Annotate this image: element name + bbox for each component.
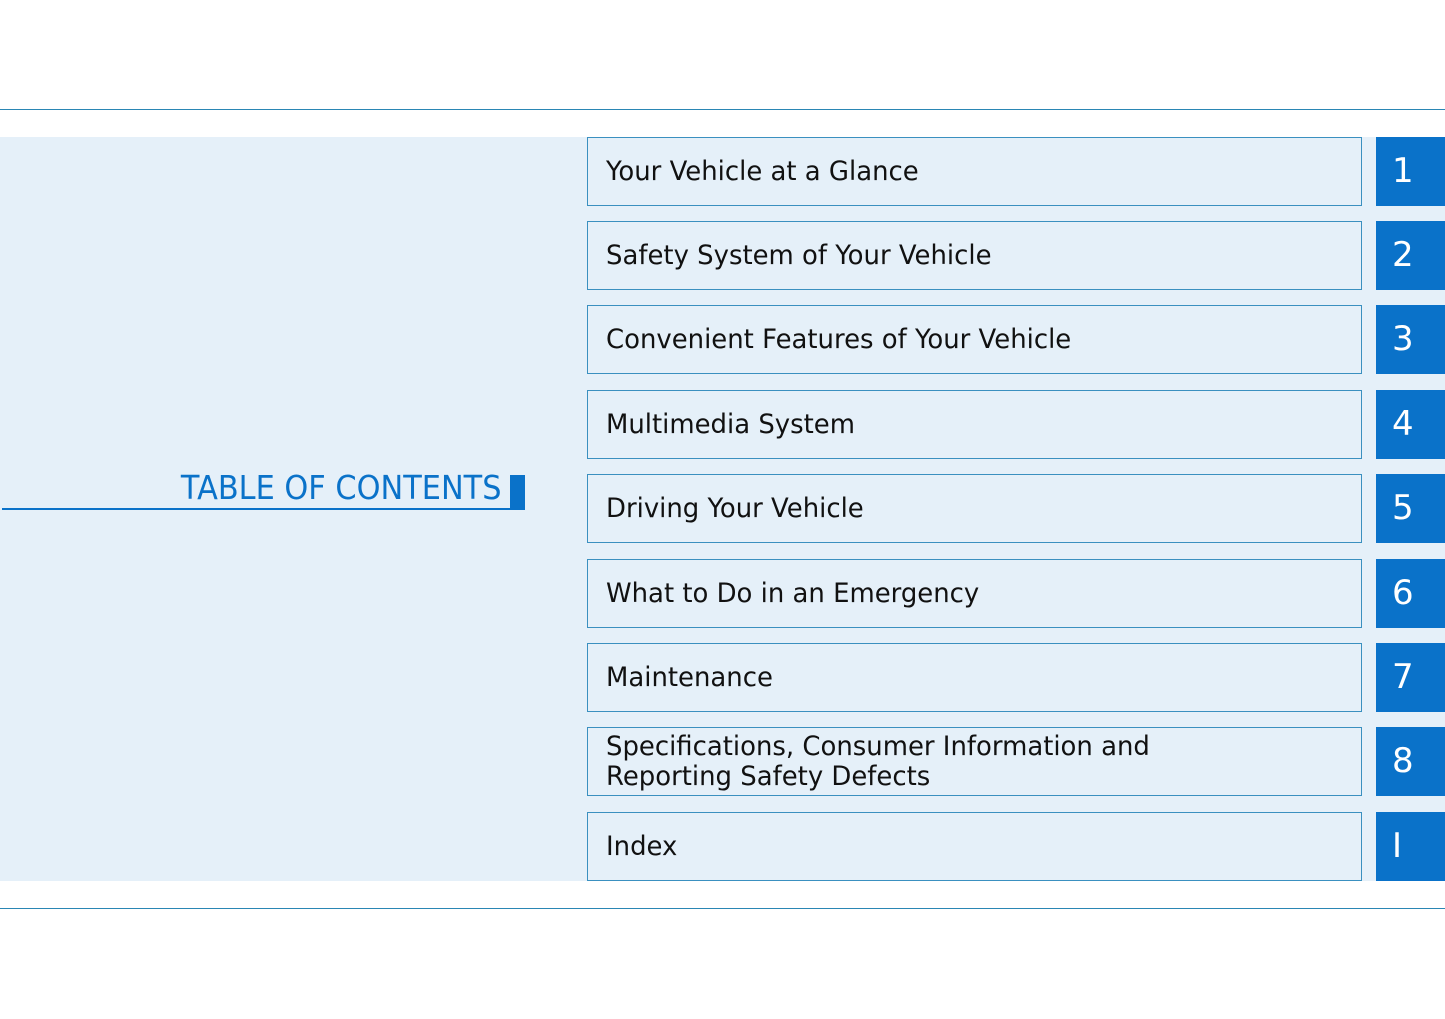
toc-entry-number-tab[interactable]: 8 [1376,727,1445,796]
toc-entry-label: Driving Your Vehicle [606,492,864,524]
toc-entry[interactable] [587,643,1445,712]
toc-entry-box[interactable] [587,137,1362,206]
toc-entry-box[interactable] [587,390,1362,459]
toc-entry-box[interactable] [587,474,1362,543]
toc-entry[interactable] [587,221,1445,290]
toc-entry-label: Specifications, Consumer Information and Reporting Safety Defects [606,730,1150,792]
toc-entry-label: Multimedia System [606,408,855,440]
toc-entry-box[interactable] [587,559,1362,628]
toc-entry-box[interactable] [587,727,1362,796]
toc-entry[interactable] [587,727,1445,796]
toc-entry-label: Index [606,830,678,862]
top-divider [0,109,1445,110]
toc-title-underline [2,508,520,510]
toc-entry-label: Your Vehicle at a Glance [606,155,919,187]
toc-heading [2,466,525,511]
toc-entry-number-tab[interactable]: I [1376,812,1445,881]
toc-entry-number-tab[interactable]: 5 [1376,474,1445,543]
toc-entry[interactable] [587,559,1445,628]
toc-entry-box[interactable] [587,812,1362,881]
toc-entry-box[interactable] [587,221,1362,290]
toc-entry-number-tab[interactable]: 7 [1376,643,1445,712]
toc-entry-box[interactable] [587,643,1362,712]
toc-entry-label: What to Do in an Emergency [606,577,980,609]
toc-entry-label: Convenient Features of Your Vehicle [606,323,1072,355]
toc-entry-number-tab[interactable]: 4 [1376,390,1445,459]
toc-title: TABLE OF CONTENTS [180,468,501,507]
toc-entry-number-tab[interactable]: 6 [1376,559,1445,628]
toc-entry-label: Safety System of Your Vehicle [606,239,992,271]
toc-title-marker [510,475,525,510]
toc-entry-number-tab[interactable]: 1 [1376,137,1445,206]
toc-entry[interactable] [587,390,1445,459]
toc-entry[interactable] [587,305,1445,374]
toc-entry[interactable] [587,137,1445,206]
toc-entry[interactable] [587,812,1445,881]
toc-entry[interactable] [587,474,1445,543]
bottom-divider [0,908,1445,909]
toc-entry-number-tab[interactable]: 2 [1376,221,1445,290]
toc-entry-number-tab[interactable]: 3 [1376,305,1445,374]
toc-entry-label: Maintenance [606,661,773,693]
toc-entry-box[interactable] [587,305,1362,374]
